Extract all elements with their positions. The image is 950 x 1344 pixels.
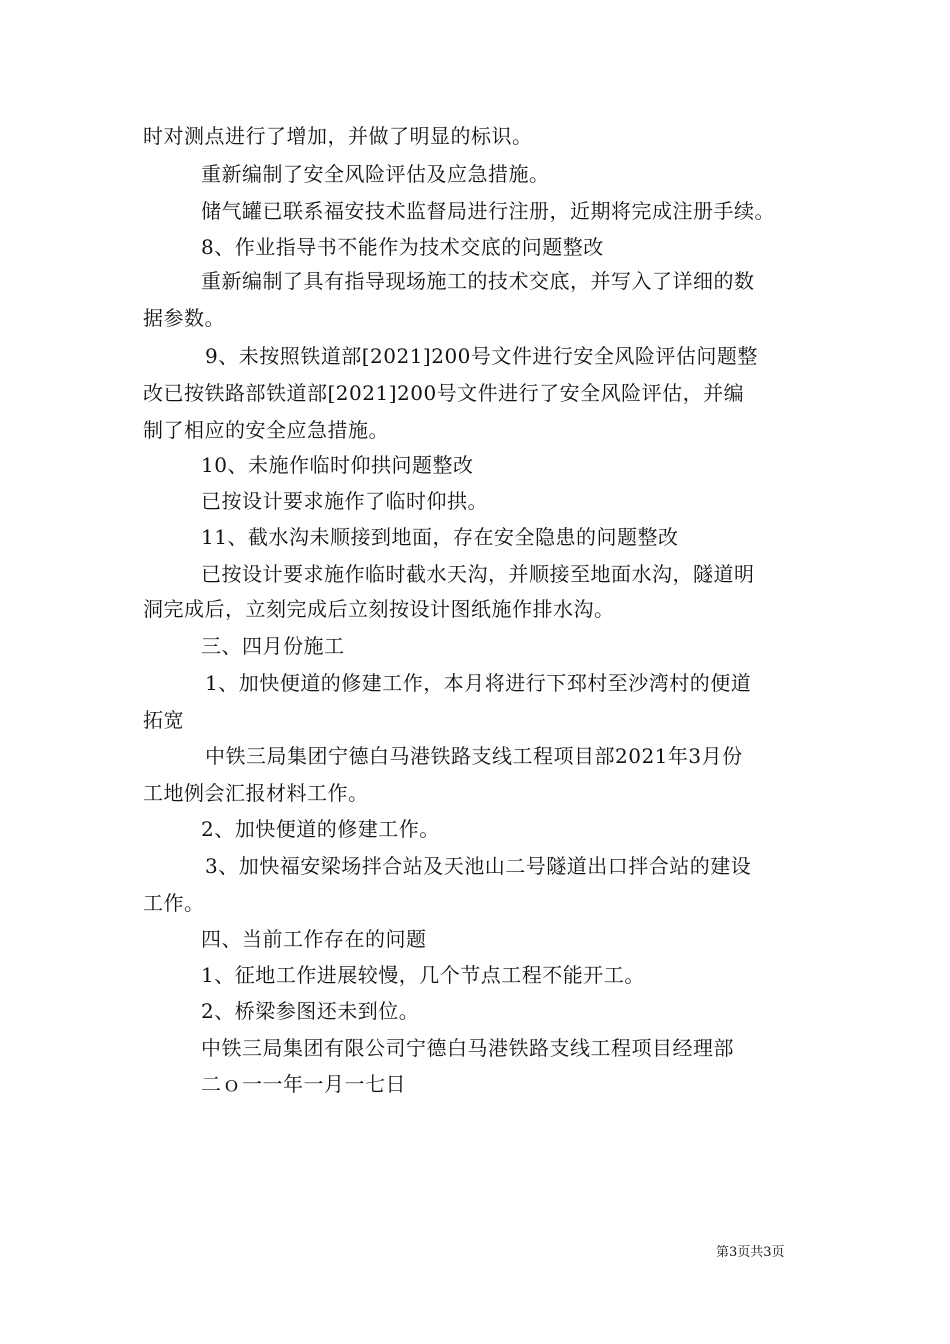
text-line: 已按设计要求施作了临时仰拱。 — [201, 489, 488, 513]
text-line: 制了相应的安全应急措施。 — [143, 418, 389, 442]
text-line: 重新编制了具有指导现场施工的技术交底，并写入了详细的数 — [201, 269, 755, 293]
section-heading: 8、作业指导书不能作为技术交底的问题整改 — [201, 235, 604, 259]
text-line: 2、加快便道的修建工作。 — [201, 817, 440, 841]
text-line: 1、征地工作进展较慢，几个节点工程不能开工。 — [201, 963, 645, 987]
text-line: 洞完成后，立刻完成后立刻按设计图纸施作排水沟。 — [143, 597, 615, 621]
text-line: 中铁三局集团宁德白马港铁路支线工程项目部2021年3月份 — [205, 744, 743, 768]
text-line: 重新编制了安全风险评估及应急措施。 — [201, 162, 550, 186]
text-line: 工地例会汇报材料工作。 — [143, 781, 369, 805]
text-line: 拓宽 — [143, 708, 184, 732]
text-line: 9、未按照铁道部[2021]200号文件进行安全风险评估问题整 — [205, 344, 758, 368]
section-heading: 10、未施作临时仰拱问题整改 — [201, 453, 474, 477]
text-line: 储气罐已联系福安技术监督局进行注册，近期将完成注册手续。 — [201, 199, 775, 223]
signature-date: 二ｏ一一年一月一七日 — [201, 1072, 406, 1096]
signature-org: 中铁三局集团有限公司宁德白马港铁路支线工程项目经理部 — [201, 1036, 734, 1060]
section-heading: 四、当前工作存在的问题 — [201, 927, 427, 951]
text-line: 3、加快福安梁场拌合站及天池山二号隧道出口拌合站的建设 — [205, 854, 752, 878]
text-line: 改已按铁路部铁道部[2021]200号文件进行了安全风险评估，并编 — [143, 381, 745, 405]
text-line: 工作。 — [143, 891, 205, 915]
text-line: 时对测点进行了增加，并做了明显的标识。 — [143, 124, 533, 148]
section-heading: 三、四月份施工 — [201, 634, 345, 658]
text-line: 2、桥梁参图还未到位。 — [201, 999, 420, 1023]
page-number: 第3页共3页 — [716, 1245, 785, 1260]
section-heading: 11、截水沟未顺接到地面，存在安全隐患的问题整改 — [201, 525, 679, 549]
text-line: 已按设计要求施作临时截水天沟，并顺接至地面水沟，隧道明 — [201, 562, 755, 586]
text-line: 1、加快便道的修建工作，本月将进行下邳村至沙湾村的便道 — [205, 671, 752, 695]
text-line: 据参数。 — [143, 306, 225, 330]
